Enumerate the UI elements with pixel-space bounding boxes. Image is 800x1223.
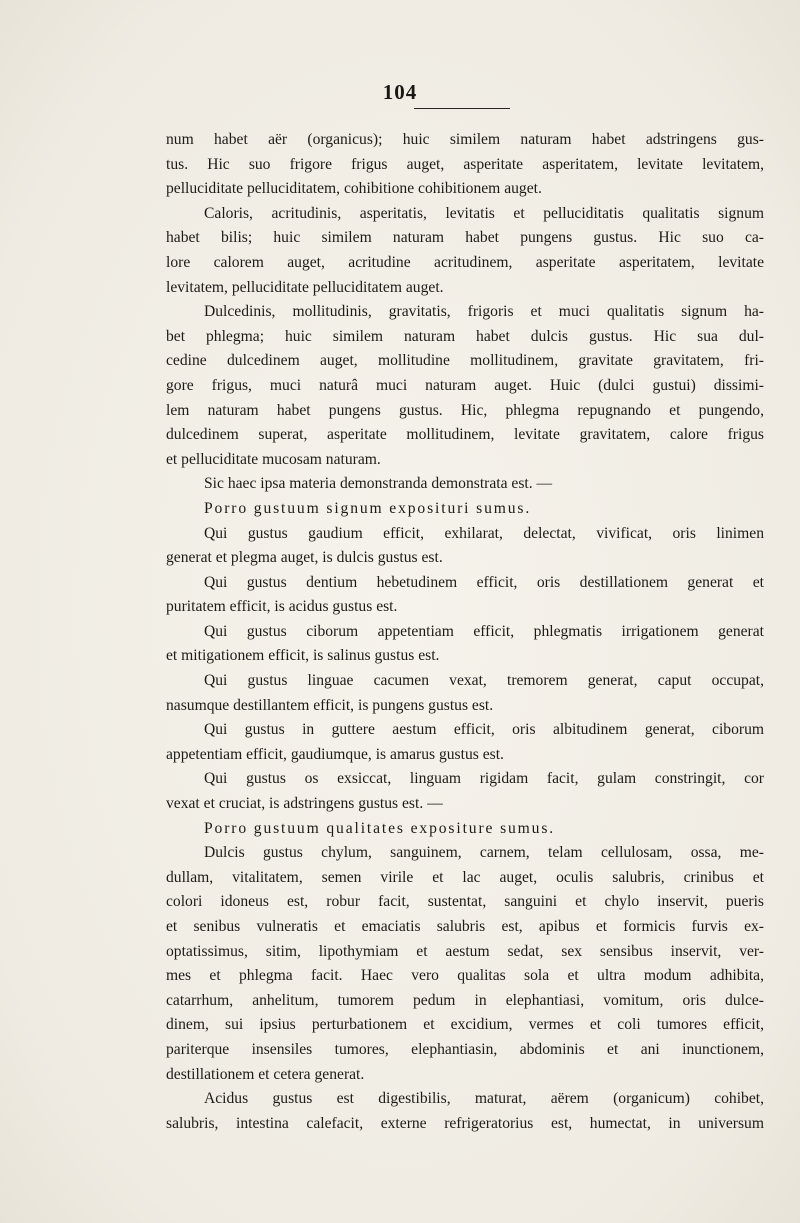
text-line: Qui gustus ciborum appetentiam efficit, phlegmatis irrigationem generat (204, 622, 764, 640)
text-line: pariterque insensiles tumores, elephantiasin, abdominis et ani inunctionem, (166, 1040, 764, 1058)
text-line: catarrhum, anhelitum, tumorem pedum in elephantiasi, vomitum, oris dulce- (166, 991, 764, 1009)
text-line: salubris, intestina calefacit, externe refrigeratorius est, humectat, in universum (166, 1114, 764, 1132)
text-line: tus. Hic suo frigore frigus auget, asperitate asperitatem, levitate levitatem, (166, 155, 764, 173)
text-line: et mitigationem efficit, is salinus gustus est. (166, 647, 440, 665)
text-line: colori idoneus est, robur facit, sustentat, sanguini et chylo inservit, pueris (166, 893, 764, 911)
text-line: Qui gustus os exsiccat, linguam rigidam facit, gulam constringit, cor (204, 770, 764, 788)
text-line: Dulcis gustus chylum, sanguinem, carnem, telam cellulosam, ossa, me- (204, 844, 764, 862)
text-line: appetentiam efficit, gaudiumque, is amarus gustus est. (166, 745, 504, 763)
text-line: habet bilis; huic similem naturam habet pungens gustus. Hic suo ca- (166, 229, 764, 247)
text-line: puritatem efficit, is acidus gustus est. (166, 598, 398, 616)
text-line: num habet aër (organicus); huic similem naturam habet adstringens gus- (166, 131, 764, 148)
text-line: cedine dulcedinem auget, mollitudine mollitudinem, gravitate gravitatem, fri- (166, 352, 764, 370)
text-line: dulcedinem superat, asperitate mollitudinem, levitate gravitatem, calore frigus (166, 426, 764, 444)
text-line: destillationem et cetera generat. (166, 1065, 365, 1083)
text-line: et senibus vulneratis et emaciatis salubris est, apibus et formicis furvis ex- (166, 918, 764, 935)
text-line: pelluciditate pelluciditatem, cohibitione cohibitionem auget. (166, 180, 542, 198)
text-line: vexat et cruciat, is adstringens gustus est. — (166, 795, 443, 813)
text-line: Qui gustus linguae cacumen vexat, tremorem generat, caput occupat, (204, 672, 764, 690)
text-line: generat et plegma auget, is dulcis gustus est. (166, 549, 443, 567)
body-text (166, 128, 764, 1136)
text-line: Qui gustus in guttere aestum efficit, oris albitudinem generat, ciborum (204, 721, 764, 739)
text-line: Sic haec ipsa materia demonstranda demonstrata est. — (204, 475, 553, 493)
text-line: bet phlegma; huic similem naturam habet dulcis gustus. Hic sua dul- (166, 327, 764, 345)
text-line: Porro gustuum signum exposituri sumus. (204, 499, 532, 517)
text-line: lem naturam habet pungens gustus. Hic, phlegma repugnando et pungendo, (166, 401, 764, 419)
text-line: Qui gustus dentium hebetudinem efficit, oris destillationem generat et (204, 573, 764, 591)
text-line: gore frigus, muci naturâ muci naturam auget. Huic (dulci gustui) dissimi- (166, 376, 764, 394)
text-line: Caloris, acritudinis, asperitatis, levitatis et pelluciditatis qualitatis signum (204, 204, 764, 222)
page-number: 104 (382, 80, 418, 104)
text-line: Acidus gustus est digestibilis, maturat, aërem (organicum) cohibet, (204, 1090, 764, 1108)
text-line: Porro gustuum qualitates expositure sumus. (204, 819, 556, 837)
text-line: optatissimus, sitim, lipothymiam et aestum sedat, sex sensibus inservit, ver- (166, 942, 764, 960)
page-number-rule (414, 108, 510, 109)
text-line: et pelluciditate mucosam naturam. (166, 450, 381, 468)
text-line: mes et phlegma facit. Haec vero qualitas sola et ultra modum adhibita, (166, 967, 764, 985)
text-line: nasumque destillantem efficit, is pungens gustus est. (166, 696, 494, 714)
text-line: Qui gustus gaudium efficit, exhilarat, delectat, vivificat, oris linimen (204, 524, 764, 542)
text-line: dinem, sui ipsius perturbationem et excidium, vermes et coli tumores efficit, (166, 1016, 764, 1034)
text-line: levitatem, pelluciditate pelluciditatem auget. (166, 278, 444, 296)
text-line: lore calorem auget, acritudine acritudinem, asperitate asperitatem, levitate (166, 253, 764, 271)
text-line: dullam, vitalitatem, semen virile et lac auget, oculis salubris, crinibus et (166, 868, 764, 886)
text-line: Dulcedinis, mollitudinis, gravitatis, frigoris et muci qualitatis signum ha- (204, 303, 764, 321)
